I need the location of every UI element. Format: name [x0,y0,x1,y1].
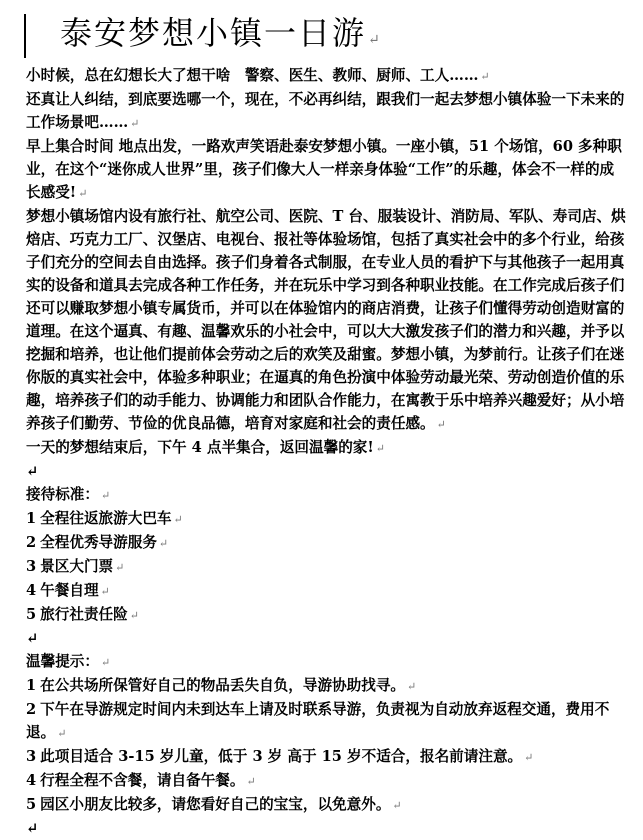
blank-line [26,817,626,840]
list-item: 4 行程全程不含餐，请自备午餐。 ↵ [26,772,256,789]
list-item: 5 旅行社责任险 ↵ [26,606,139,623]
tips-list [26,674,626,817]
list-item: 3 景区大门票 ↵ [26,558,125,575]
paragraph-mark-icon: ↵ [368,32,382,48]
paragraph-mark-icon: ↵ [158,537,169,550]
tips-heading: 温馨提示： ↵ [26,653,111,670]
paragraph-intro: 小时候，总在幻想长大了想干啥 警察、医生、教师、厨师、工人…… ↵ [26,67,490,84]
list-item: 2 全程优秀导游服务 ↵ [26,534,169,551]
paragraph-mark-icon: ↵ [375,442,386,455]
paragraph-mark-icon: ↵ [100,656,111,669]
paragraph-mark-icon: ↵ [57,727,67,740]
paragraph-mark-icon: ↵ [26,630,39,647]
list-item: 3 此项目适合 3-15 岁儿童，低于 3 岁 高于 15 岁不适合，报名前请注意。 ↵ [26,748,534,765]
paragraph-mark-icon: ↵ [246,775,256,788]
paragraph-mark-icon: ↵ [78,187,88,200]
document-body [26,64,626,840]
document-title: 泰安梦想小镇一日游 ↵ [60,14,382,52]
paragraph-mark-icon: ↵ [173,513,183,526]
paragraph-mark-icon: ↵ [100,489,111,502]
paragraph-description: 梦想小镇场馆内设有旅行社、航空公司、医院、T 台、服装设计、消防局、军队、寿司店、烘焙店、巧克力工厂、汉堡店、电视台、报社等体验场馆，包括了真实社会中的多个行业，给孩子们充分的空间去自由选择。孩子们身着各式制服，在专业人员的看护下与其他孩子一起用真实的设备和道具去完成各种工作任务，并在玩乐中学习到各种职业技能。在工作完成后孩子们还可以赚取梦想小镇专属货币，并可以在体验馆内的商店消费，让孩子们懂得劳动创造财富的道理。在这个逼真、有趣、温馨欢乐的小社会中，可以大大激发孩子们的潜力和兴趣，并予以挖掘和培养，也让他们提前体会劳动之后的欢笑及甜蜜。梦想小镇，为梦前行。让孩子们在迷你版的真实社会中，体验多种职业；在逼真的角色扮演中体验劳动最光荣、劳动创造价值的乐趣，培养孩子们的动手能力、协调能力和团队合作能力，在寓教于乐中培养兴趣爱好；从小培养孩子们勤劳、节俭的优良品德，培育对家庭和社会的责任感。 ↵ [26,208,626,432]
list-item: 1 在公共场所保管好自己的物品丢失自负，导游协助找寻。 ↵ [26,677,417,694]
paragraph-mark-icon: ↵ [26,463,39,480]
paragraph-mark-icon: ↵ [407,680,417,693]
paragraph-mark-icon: ↵ [392,799,402,812]
paragraph-mark-icon: ↵ [524,751,534,764]
reception-list [26,507,626,627]
paragraph-mark-icon: ↵ [129,609,139,622]
blank-line [26,460,626,483]
paragraph-mark-icon: ↵ [436,418,446,431]
paragraph-mark-icon: ↵ [115,561,125,574]
paragraph-intro-2: 还真让人纠结，到底要选哪一个，现在，不必再纠结，跟我们一起去梦想小镇体验一下未来的工作场景吧…… ↵ [26,91,625,131]
list-item: 4 午餐自理 ↵ [26,582,110,599]
paragraph-mark-icon: ↵ [480,70,490,83]
list-item: 2 下午在导游规定时间内未到达车上请及时联系导游，负责视为自动放弃返程交通，费用不退。 ↵ [26,701,610,741]
paragraph-return: 一天的梦想结束后，下午 4 点半集合，返回温馨的家! ↵ [26,439,386,456]
list-item: 1 全程往返旅游大巴车 ↵ [26,510,183,527]
paragraph-mark-icon: ↵ [100,585,110,598]
paragraph-morning: 早上集合时间 地点出发，一路欢声笑语赴泰安梦想小镇。一座小镇，51 个场馆，60 多种职业，在这个“迷你成人世界”里，孩子们像大人一样亲身体验“工作”的乐趣，体会不一样的成长感受! ↵ [26,138,622,201]
paragraph-mark-icon: ↵ [130,117,140,130]
blank-line [26,627,626,650]
text-cursor [24,14,26,58]
paragraph-mark-icon: ↵ [26,820,39,837]
list-item: 5 园区小朋友比较多，请您看好自己的宝宝，以免意外。 ↵ [26,796,402,813]
reception-heading: 接待标准： ↵ [26,486,111,503]
